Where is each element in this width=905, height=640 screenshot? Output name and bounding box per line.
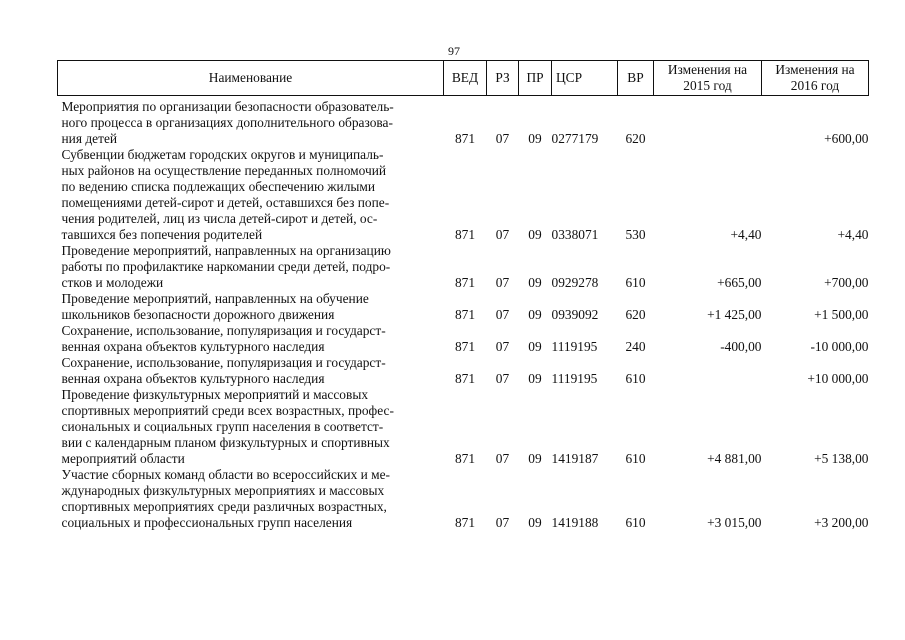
cell-vr: 610: [625, 451, 646, 466]
cell-pr: 09: [528, 515, 542, 530]
cell-rz: 07: [495, 227, 510, 242]
cell-ved: 871: [454, 339, 476, 354]
cell-pr: 09: [528, 227, 542, 242]
name-line: ждународных физкультурных мероприятиях и массовых: [61, 483, 385, 498]
cell-rz: 07: [495, 371, 510, 386]
name-line: школьников безопасности дорожного движения: [61, 307, 335, 322]
cell-pr: 09: [528, 339, 542, 354]
name-line: вии с календарным планом физкультурных и спортивных: [61, 435, 390, 450]
cell-change-2016: +5 138,00: [814, 451, 869, 466]
cell-csr: 0929278: [551, 275, 599, 290]
cell-ved: 871: [454, 307, 476, 322]
name-line: Участие сборных команд области во всероссийских и ме-: [61, 467, 391, 482]
table-row: [58, 323, 869, 355]
cell-csr: 0277179: [551, 131, 599, 146]
cell-pr: 09: [528, 371, 542, 386]
table-body: [58, 96, 869, 532]
cell-pr: 09: [528, 131, 542, 146]
cell-csr: 1119195: [551, 371, 598, 386]
cell-name: [58, 323, 444, 355]
header-rz: РЗ: [487, 61, 519, 96]
cell-change-2016: -10 000,00: [810, 339, 869, 354]
name-line: социальных и профессиональных групп населения: [61, 515, 353, 530]
name-line: Проведение мероприятий, направленных на обучение: [61, 291, 369, 306]
budget-changes-table: [57, 60, 869, 531]
cell-change-2016: +10 000,00: [807, 371, 869, 386]
name-line: работы по профилактике наркомании среди детей, подро-: [61, 259, 391, 274]
table-row: [58, 291, 869, 323]
table-row: [58, 96, 869, 148]
cell-name: [58, 147, 444, 243]
cell-csr: 1119195: [551, 339, 598, 354]
name-line: венная охрана объектов культурного наследия: [61, 339, 325, 354]
cell-change-2015: +4,40: [730, 227, 762, 242]
name-line: ния детей: [61, 131, 118, 146]
cell-pr: 09: [528, 451, 542, 466]
cell-name: [58, 96, 444, 148]
header-ved: ВЕД: [444, 61, 487, 96]
cell-change-2015: +665,00: [717, 275, 762, 290]
name-line: Проведение физкультурных мероприятий и массовых: [61, 387, 369, 402]
cell-ved: 871: [454, 275, 476, 290]
cell-change-2015: +3 015,00: [707, 515, 762, 530]
header-change-2015: Изменения на 2015 год: [654, 61, 762, 96]
cell-rz: 07: [495, 131, 510, 146]
name-line: стков и молодежи: [61, 275, 164, 290]
cell-rz: 07: [495, 275, 510, 290]
cell-vr: 610: [625, 371, 646, 386]
header-pr: ПР: [519, 61, 552, 96]
cell-vr: 240: [625, 339, 646, 354]
cell-rz: 07: [495, 307, 510, 322]
cell-pr: 09: [528, 307, 542, 322]
cell-vr: 610: [625, 275, 646, 290]
cell-ved: 871: [454, 227, 476, 242]
cell-csr: 1419187: [551, 451, 599, 466]
cell-change-2015: -400,00: [720, 339, 762, 354]
cell-rz: 07: [495, 451, 510, 466]
header-csr: ЦСР: [552, 61, 618, 96]
cell-pr: 09: [528, 275, 542, 290]
cell-vr: 610: [625, 515, 646, 530]
cell-ved: 871: [454, 131, 476, 146]
cell-change-2016: +4,40: [837, 227, 869, 242]
cell-change-2016: +600,00: [824, 131, 869, 146]
cell-change-2015: [654, 96, 762, 148]
page-number: 97: [448, 44, 460, 58]
name-line: Проведение мероприятий, направленных на организацию: [61, 243, 391, 258]
cell-name: [58, 243, 444, 291]
header-vr: ВР: [618, 61, 654, 96]
name-line: ного процесса в организациях дополнительного образова-: [61, 115, 393, 130]
header-change-2016: Изменения на 2016 год: [762, 61, 869, 96]
cell-name: [58, 387, 444, 467]
name-line: венная охрана объектов культурного наследия: [61, 371, 325, 386]
name-line: тавшихся без попечения родителей: [61, 227, 263, 242]
name-line: Сохранение, использование, популяризация и государст-: [61, 323, 386, 338]
name-line: мероприятий области: [61, 451, 185, 466]
cell-name: [58, 467, 444, 531]
cell-ved: 871: [454, 515, 476, 530]
table-row: [58, 387, 869, 467]
cell-change-2015: [654, 355, 762, 387]
cell-rz: 07: [495, 515, 510, 530]
cell-vr: 620: [625, 131, 646, 146]
name-line: ных районов на осуществление переданных полномочий: [61, 163, 387, 178]
cell-change-2016: +3 200,00: [814, 515, 869, 530]
cell-name: [58, 355, 444, 387]
cell-change-2016: +700,00: [824, 275, 869, 290]
cell-vr: 620: [625, 307, 646, 322]
name-line: Сохранение, использование, популяризация и государст-: [61, 355, 386, 370]
name-line: по ведению списка подлежащих обеспечению жилыми: [61, 179, 376, 194]
table-row: [58, 147, 869, 243]
table-row: [58, 467, 869, 531]
cell-ved: 871: [454, 371, 476, 386]
table-row: [58, 355, 869, 387]
name-line: Мероприятия по организации безопасности образователь-: [61, 99, 394, 114]
name-line: Субвенции бюджетам городских округов и муниципаль-: [61, 147, 384, 162]
name-line: спортивных мероприятиях среди различных возрастных,: [61, 499, 387, 514]
cell-csr: 0338071: [551, 227, 599, 242]
cell-ved: 871: [454, 451, 476, 466]
name-line: сиональных и социальных групп населения в соответст-: [61, 419, 384, 434]
cell-change-2015: +4 881,00: [707, 451, 762, 466]
name-line: спортивных мероприятий среди всех возрастных, профес-: [61, 403, 394, 418]
cell-change-2015: +1 425,00: [707, 307, 762, 322]
header-name: Наименование: [58, 61, 444, 96]
name-line: чения родителей, лиц из числа детей-сирот и детей, ос-: [61, 211, 378, 226]
header-row: [58, 61, 869, 96]
table-header: [58, 61, 869, 96]
name-line: помещениями детей-сирот и детей, оставшихся без попе-: [61, 195, 390, 210]
cell-rz: 07: [495, 339, 510, 354]
cell-csr: 0939092: [551, 307, 599, 322]
cell-csr: 1419188: [551, 515, 599, 530]
cell-change-2016: +1 500,00: [814, 307, 869, 322]
cell-vr: 530: [625, 227, 646, 242]
cell-name: [58, 291, 444, 323]
table-row: [58, 243, 869, 291]
